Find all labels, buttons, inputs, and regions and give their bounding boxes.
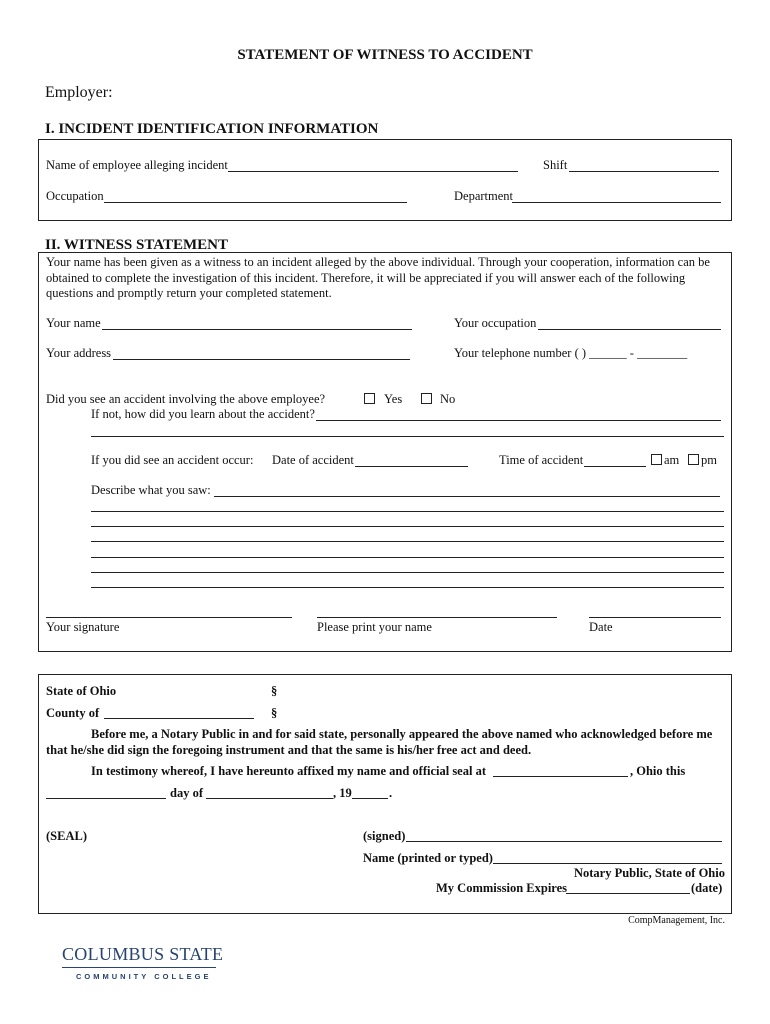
county-field[interactable] (104, 718, 254, 719)
describe-label: Describe what you saw: (91, 483, 211, 497)
county-label: County of (46, 706, 100, 720)
ohio-this-label: , Ohio this (630, 764, 686, 778)
year-prefix: , 19 (333, 786, 352, 800)
your-address-field[interactable] (113, 359, 410, 360)
am-checkbox[interactable] (651, 454, 662, 465)
name-printed-label: Name (printed or typed) (363, 851, 493, 865)
print-name-field[interactable] (317, 617, 557, 618)
describe-line-5[interactable] (91, 557, 724, 558)
date-of-accident-field[interactable] (355, 466, 468, 467)
how-learned-field[interactable] (316, 420, 721, 421)
section2-heading: II. WITNESS STATEMENT (45, 237, 228, 253)
no-checkbox[interactable] (421, 393, 432, 404)
logo-divider (62, 967, 216, 968)
commission-label: My Commission Expires (436, 881, 568, 895)
yes-checkbox[interactable] (364, 393, 375, 404)
print-name-label: Please print your name (317, 620, 432, 634)
department-label: Department (454, 189, 514, 203)
employee-name-field[interactable] (228, 171, 518, 172)
yes-label: Yes (384, 392, 403, 406)
logo-sub-text: COMMUNITY COLLEGE (76, 972, 212, 981)
notary-statement: Before me, a Notary Public in and for said state, personally appeared the above named who acknowledged before me that he/she did sign the foregoing instrument and that the same is his/her free act and deed. (46, 727, 713, 757)
employer-label: Employer: (45, 84, 113, 101)
section1-box (38, 139, 732, 221)
shift-label: Shift (543, 158, 568, 172)
signature-date-label: Date (589, 620, 613, 634)
testimony-location-field[interactable] (493, 776, 628, 777)
name-printed-field[interactable] (493, 863, 722, 864)
section1-heading: I. INCIDENT IDENTIFICATION INFORMATION (45, 121, 379, 137)
day-field[interactable] (46, 798, 166, 799)
describe-line-4[interactable] (91, 541, 724, 542)
college-logo (62, 944, 223, 981)
signature-date-field[interactable] (589, 617, 721, 618)
signed-label: (signed) (363, 829, 406, 843)
describe-line-6[interactable] (91, 572, 724, 573)
logo-main-text: COLUMBUS STATE (62, 944, 224, 964)
your-name-field[interactable] (102, 329, 412, 330)
describe-field[interactable] (214, 496, 720, 497)
month-field[interactable] (206, 798, 333, 799)
describe-line-2[interactable] (91, 511, 724, 512)
state-label: State of Ohio (46, 684, 117, 698)
signature-field[interactable] (46, 617, 292, 618)
shift-field[interactable] (569, 171, 719, 172)
if-saw-label: If you did see an accident occur: (91, 453, 254, 467)
notary-title: Notary Public, State of Ohio (573, 866, 725, 880)
witness-intro: Your name has been given as a witness to an incident alleged by the above individual. Through your cooperation, information can be obtained to complete the investigation of this incident. Therefore, it will be appreciated if you will answer each of the following questions and promptly return your completed statement. (46, 255, 710, 300)
company-name: CompManagement, Inc. (628, 915, 725, 926)
state-section-symbol: § (271, 684, 278, 698)
testimony-label: In testimony whereof, I have hereunto affixed my name and official seal at (91, 764, 486, 778)
day-of-label: day of (170, 786, 203, 800)
your-occupation-field[interactable] (538, 329, 721, 330)
time-of-accident-label: Time of accident (499, 453, 584, 467)
commission-field[interactable] (566, 893, 690, 894)
your-address-label: Your address (46, 346, 112, 360)
document-title: STATEMENT OF WITNESS TO ACCIDENT (237, 47, 533, 63)
signature-label: Your signature (46, 620, 120, 634)
no-label: No (440, 392, 456, 406)
commission-date-suffix: (date) (691, 881, 723, 895)
pm-checkbox[interactable] (688, 454, 699, 465)
your-name-label: Your name (46, 316, 101, 330)
your-occupation-label: Your occupation (454, 316, 537, 330)
year-field[interactable] (352, 798, 388, 799)
seal-label: (SEAL) (46, 829, 87, 843)
how-learned-field-2[interactable] (91, 436, 724, 437)
did-you-see-label: Did you see an accident involving the above employee? (46, 392, 326, 406)
telephone-label: Your telephone number ( ) ______ - ________ (454, 346, 688, 360)
describe-line-7[interactable] (91, 587, 724, 588)
occupation-label: Occupation (46, 189, 104, 203)
pm-label: pm (701, 453, 717, 467)
time-of-accident-field[interactable] (584, 466, 646, 467)
am-label: am (664, 453, 680, 467)
if-not-label: If not, how did you learn about the accident? (91, 407, 315, 421)
section2-box (38, 252, 732, 652)
year-suffix: . (389, 786, 393, 800)
occupation-field[interactable] (104, 202, 407, 203)
describe-line-3[interactable] (91, 526, 724, 527)
employee-name-label: Name of employee alleging incident (46, 158, 228, 172)
department-field[interactable] (512, 202, 721, 203)
date-of-accident-label: Date of accident (272, 453, 354, 467)
county-section-symbol: § (271, 706, 278, 720)
signed-field[interactable] (406, 841, 722, 842)
